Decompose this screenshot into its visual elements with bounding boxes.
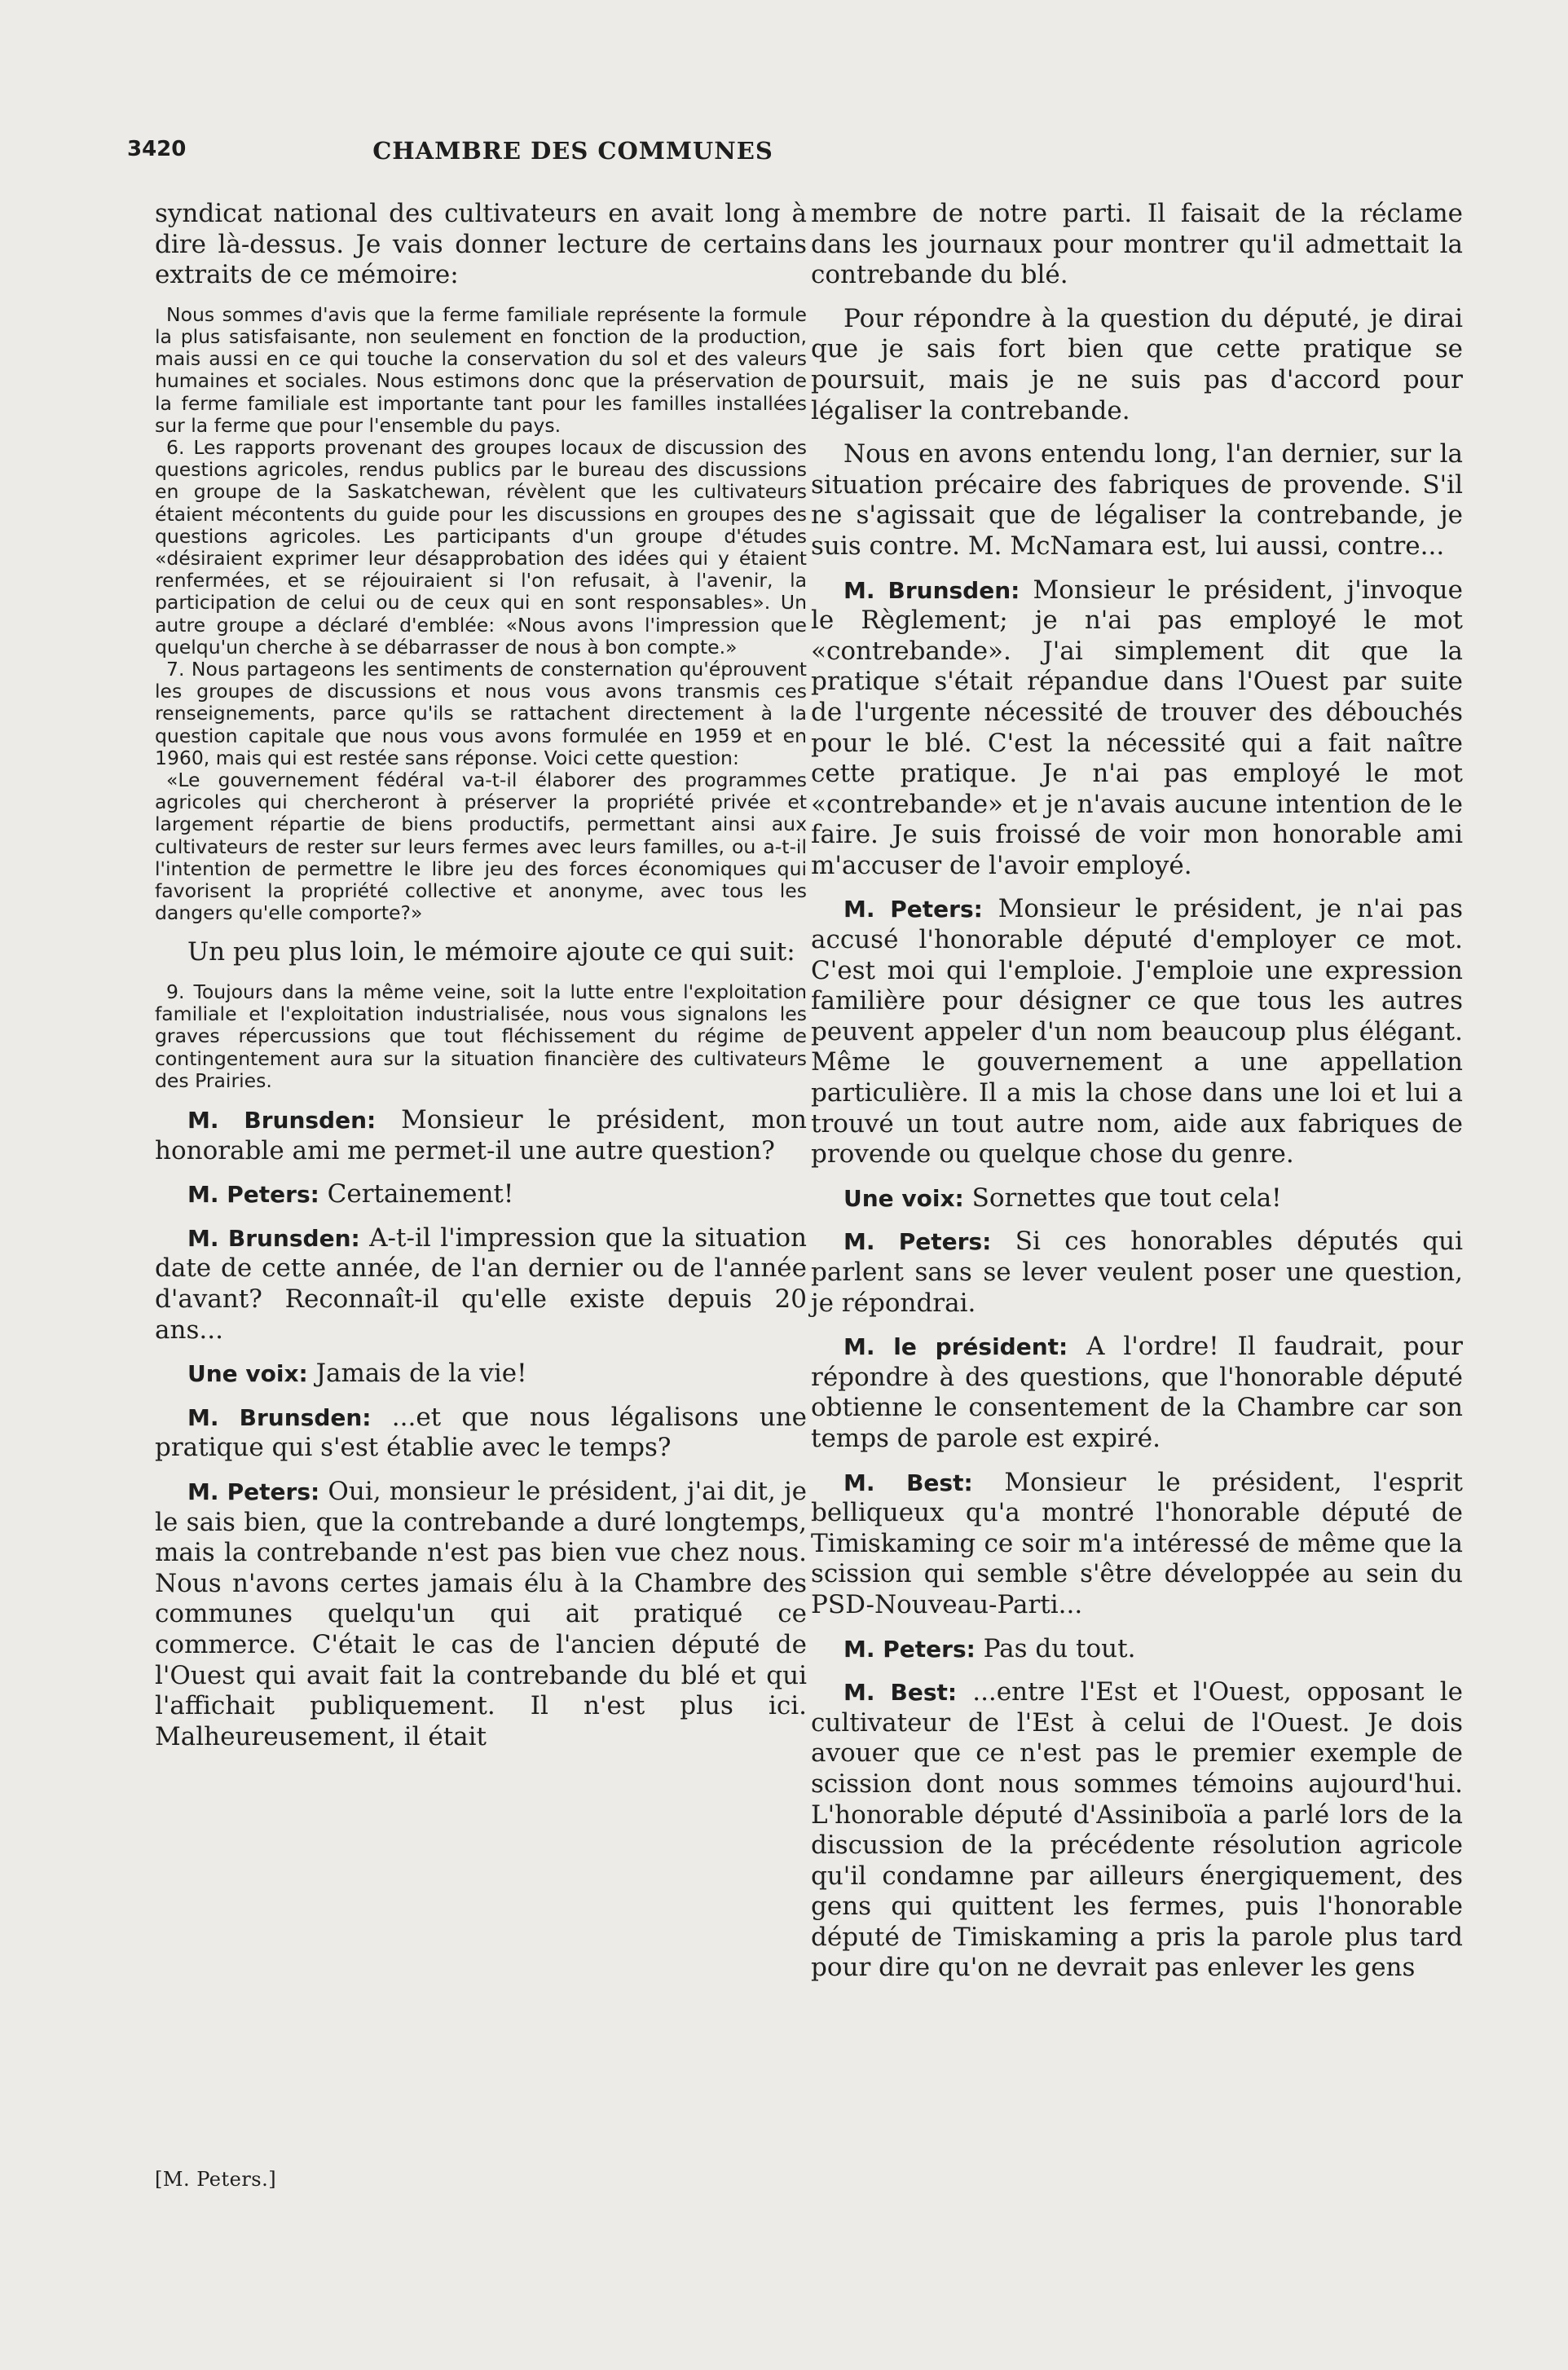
speech-text: A l'ordre! Il faudrait, pour répondre à des questions, que l'honorable député obtienne le consentement de la Chambre car son temps de parole est expiré. xyxy=(811,1332,1463,1453)
quotation-block xyxy=(155,304,807,925)
footer-speaker-note: [M. Peters.] xyxy=(155,2168,277,2191)
quotation: 9. Toujours dans la même veine, soit la lutte entre l'exploitation familiale et l'exploitation industrialisée, nous vous signalons les graves répercussions que tout fléchissement du régime de contingentement aura sur la situation financière des cultivateurs des Prairies. xyxy=(155,980,807,1092)
speech xyxy=(155,1223,807,1346)
speech-text: Monsieur le président, mon honorable ami me permet-il une autre question? xyxy=(155,1105,807,1165)
speaker-name: M. le président: xyxy=(843,1333,1068,1361)
right-column xyxy=(811,199,1463,1997)
speech-text: ...entre l'Est et l'Ouest, opposant le cultivateur de l'Est à celui de l'Ouest. Je dois avouer que ce n'est pas le premier exemple de scission dont nous sommes témoins aujourd'hui. L'honorable député d'Assiniboïa a parlé lors de la discussion de la précédente résolution agricole qu'il condamne par ailleurs énergiquement, des gens qui quittent les fermes, puis l'honorable député de Timiskaming a pris la parole plus tard pour dire qu'on ne devrait pas enlever les gens xyxy=(811,1677,1464,1983)
speaker-name: M. Brunsden: xyxy=(187,1107,377,1134)
speech xyxy=(155,1403,807,1464)
speech xyxy=(811,894,1463,1170)
speaker-name: Une voix: xyxy=(843,1184,964,1212)
speech xyxy=(155,1105,807,1166)
speech xyxy=(155,1179,807,1210)
paragraph: Un peu plus loin, le mémoire ajoute ce qui suit: xyxy=(187,937,795,967)
quotation: 7. Nous partageons les sentiments de consternation qu'éprouvent les groupes de discussions et nous vous avons transmis ces renseignements, parce qu'ils se rattachent directement à la question capitale que nous vous avons formulée en 1959 et en 1960, mais qui est restée sans réponse. Voici cette question: xyxy=(155,658,807,769)
speech-text: Certainement! xyxy=(319,1179,514,1209)
speech xyxy=(811,1332,1463,1454)
speaker-name: M. Peters: xyxy=(843,896,983,923)
speaker-name: M. Best: xyxy=(843,1469,973,1496)
speech-text: Sornettes que tout cela! xyxy=(963,1183,1282,1213)
paragraph: Pour répondre à la question du député, je dirai que je sais fort bien que cette pratique se poursuit, mais je ne suis pas d'accord pour légaliser la contrebande. xyxy=(811,303,1463,425)
speech-text: Monsieur le président, l'esprit belliqueux qu'a montré l'honorable député de Timiskaming ce soir m'a intéressé de même que la scission qui semble s'être développée au sein du PSD-Nouveau-Parti... xyxy=(811,1467,1463,1619)
speech xyxy=(155,1477,807,1752)
speaker-name: M. Best: xyxy=(843,1679,958,1707)
paragraph: Nous en avons entendu long, l'an dernier, sur la situation précaire des fabriques de provende. S'il ne s'agissait que de légaliser la contrebande, je suis contre. M. McNamara est, lui aussi, contre... xyxy=(811,439,1463,561)
speech-text: Oui, monsieur le président, j'ai dit, je le sais bien, que la contrebande a duré longtemps, mais la contrebande n'est pas bien vue chez nous. Nous n'avons certes jamais élu à la Chambre des communes quelqu'un qui ait pratiqué ce commerce. C'était le cas de l'ancien député de l'Ouest qui avait fait la contrebande du blé et qui l'affichait publiquement. Il n'est plus ici. Malheureusement, il était xyxy=(155,1477,807,1751)
paragraph: membre de notre parti. Il faisait de la réclame dans les journaux pour montrer qu'il admettait la contrebande du blé. xyxy=(811,199,1463,290)
speaker-name: M. Peters: xyxy=(187,1181,319,1209)
page-header xyxy=(127,137,1019,173)
speech xyxy=(811,1634,1463,1665)
quotation-block xyxy=(155,981,807,1092)
speech xyxy=(155,1359,807,1390)
speaker-name: M. Brunsden: xyxy=(187,1403,372,1431)
speaker-name: M. Peters: xyxy=(843,1635,976,1663)
speaker-name: M. Brunsden: xyxy=(187,1224,360,1252)
speaker-name: Une voix: xyxy=(187,1360,308,1388)
quotation: 6. Les rapports provenant des groupes locaux de discussion des questions agricoles, rendus publics par le bureau des discussions en groupe de la Saskatchewan, révèlent que les cultivateurs étaient mécontents du guide pour les discussions en groupes des questions agricoles. Les participants d'un groupe d'études «désiraient exprimer leur désapprobation des idées qui y étaient renfermées, et se réjouiraient si l'on refusait, à l'avenir, la participation de celui ou de ceux qui en sont responsables». Un autre groupe a déclaré d'emblée: «Nous avons l'impression que quelqu'un cherche à se débarrasser de nous à bon compte.» xyxy=(155,436,807,659)
speech-text: Pas du tout. xyxy=(975,1633,1136,1663)
speech-text: Monsieur le président, j'invoque le Règlement; je n'ai pas employé le mot «contrebande». J'ai simplement dit que la pratique s'était répandue dans l'Ouest par suite de l'urgente nécessité de trouver des débouchés pour le blé. C'est la nécessité qui a fait naître cette pratique. Je n'ai pas employé le mot «contrebande» et je n'avais aucune intention de le faire. Je suis froissé de voir mon honorable ami m'accuser de l'avoir employé. xyxy=(811,575,1463,880)
speech-text: A-t-il l'impression que la situation date de cette année, de l'an dernier ou de l'année d'avant? Reconnaît-il qu'elle existe depuis 20 ans... xyxy=(155,1222,807,1345)
running-head: CHAMBRE DES COMMUNES xyxy=(372,137,773,165)
paragraph: syndicat national des cultivateurs en avait long à dire là-dessus. Je vais donner lecture de certains extraits de ce mémoire: xyxy=(155,199,807,290)
speech xyxy=(811,1227,1463,1319)
speech xyxy=(811,1183,1463,1214)
speech xyxy=(811,575,1463,882)
speech xyxy=(811,1677,1463,1984)
left-column xyxy=(155,199,807,1765)
speech xyxy=(811,1468,1463,1621)
speaker-name: M. Brunsden: xyxy=(843,576,1020,604)
speaker-name: M. Peters: xyxy=(187,1478,320,1506)
quotation: «Le gouvernement fédéral va-t-il élaborer des programmes agricoles qui chercheront à préserver la propriété privée et largement répartie de biens productifs, permettant ainsi aux cultivateurs de rester sur leurs fermes avec leurs familles, ou a-t-il l'intention de permettre le libre jeu des forces économiques qui favorisent la propriété collective et anonyme, avec tous les dangers qu'elle comporte?» xyxy=(155,769,807,925)
quotation: Nous sommes d'avis que la ferme familiale représente la formule la plus satisfaisante, non seulement en fonction de la production, mais aussi en ce qui touche la conservation du sol et des valeurs humaines et sociales. Nous estimons donc que la préservation de la ferme familiale est importante tant pour les familles installées sur la ferme que pour l'ensemble du pays. xyxy=(155,302,807,437)
speech-text: ...et que nous légalisons une pratique qui s'est établie avec le temps? xyxy=(155,1402,807,1463)
speaker-name: M. Peters: xyxy=(843,1228,992,1256)
speech-text: Jamais de la vie! xyxy=(307,1359,527,1389)
speech-text: Monsieur le président, je n'ai pas accusé l'honorable député d'employer ce mot. C'est moi qui l'emploie. J'emploie une expression familière pour désigner ce que tous les autres peuvent appeler d'un nom beaucoup plus élégant. Même le gouvernement a une appellation particulière. Il a mis la chose dans une loi et lui a trouvé un tout autre nom, aide aux fabriques de provende ou quelque chose du genre. xyxy=(811,894,1463,1170)
page-number: 3420 xyxy=(127,137,187,161)
speech-text: Si ces honorables députés qui parlent sans se lever veulent poser une question, je répondrai. xyxy=(811,1227,1464,1318)
